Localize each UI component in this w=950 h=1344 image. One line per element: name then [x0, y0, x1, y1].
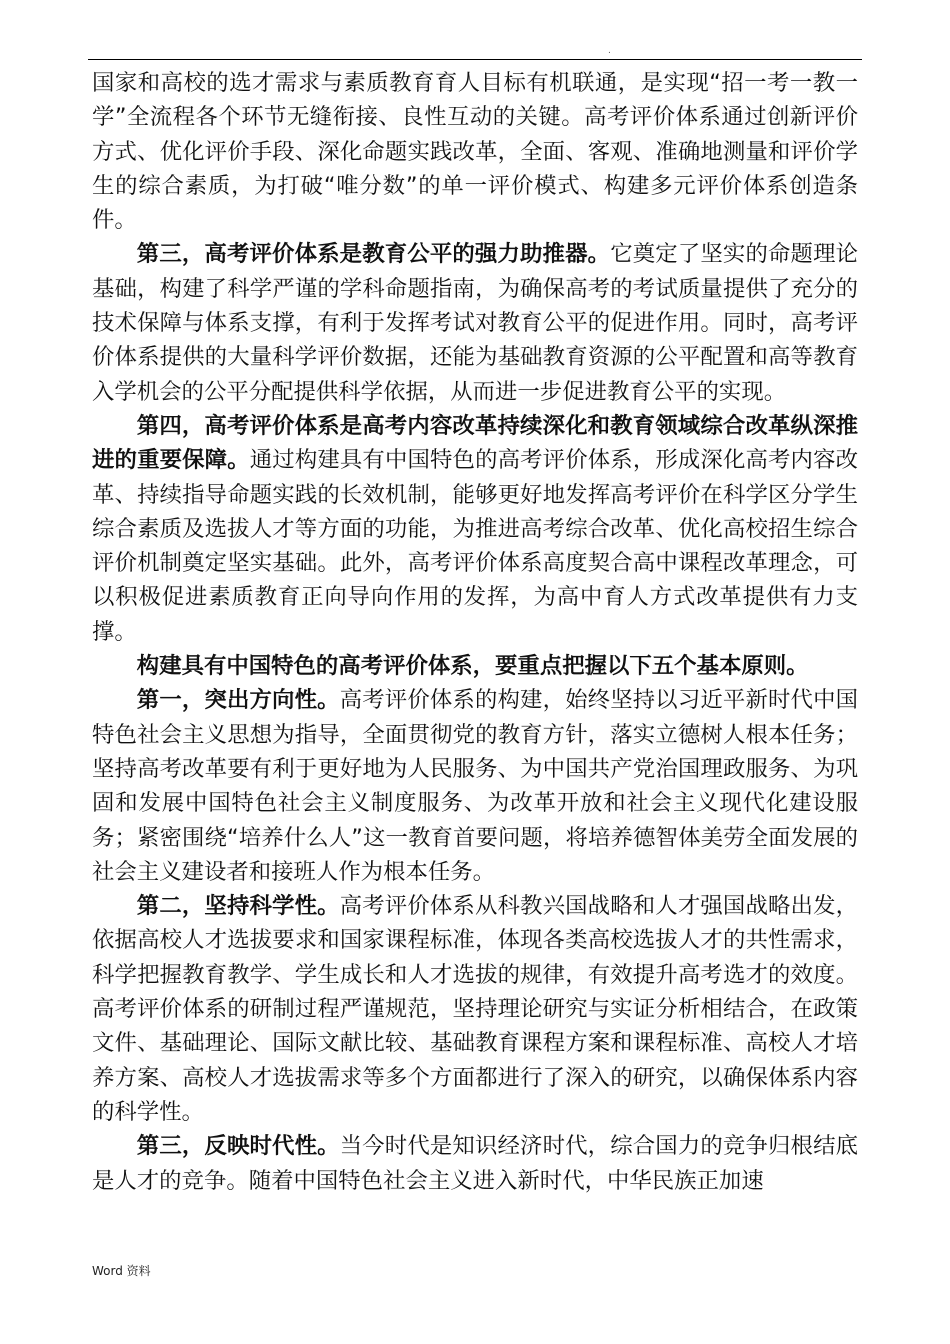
paragraph-text: 通过构建具有中国特色的高考评价体系，形成深化高考内容改革、持续指导命题实践的长效机制，能够更好地发挥高考评价在科学区分学生综合素质及选拔人才等方面的功能，为推进高考综合改革、优化高校招生综合评价机制奠定坚实基础。此外，高考评价体系高度契合高中课程改革理念，可以积极促进素质教育正向导向作用的发挥，为高中育人方式改革提供有力支撑。 — [92, 447, 859, 645]
paragraph-lead: 第二，坚持科学性。 — [136, 893, 340, 920]
paragraph-lead: 第三，反映时代性。 — [136, 1133, 340, 1160]
paragraph-lead: 第一，突出方向性。 — [136, 687, 340, 714]
document-body — [92, 66, 858, 1198]
paragraph-text: 当今时代是知识经济时代，综合国力的竞争归根结底是人才的竞争。随着中国特色社会主义进入新时代，中华民族正加速 — [92, 1133, 859, 1194]
paragraph-1 — [92, 66, 858, 237]
paragraph-text: 高考评价体系从科教兴国战略和人才强国战略出发，依据高校人才选拔要求和国家课程标准，体现各类高校选拔人才的共性需求，科学把握教育教学、学生成长和人才选拔的规律，有效提升高考选才的效度。高考评价体系的研制过程严谨规范，坚持理论研究与实证分析相结合，在政策文件、基础理论、国际文献比较、基础教育课程方案和课程标准、高校人才培养方案、高校人才选拔需求等多个方面都进行了深入的研究，以确保体系内容的科学性。 — [92, 893, 859, 1125]
paragraph-2 — [92, 237, 858, 408]
paragraph-4 — [92, 649, 858, 683]
paragraph-text: 高考评价体系的构建，始终坚持以习近平新时代中国特色社会主义思想为指导，全面贯彻党的教育方针，落实立德树人根本任务；坚持高考改革要有利于更好地为人民服务、为中国共产党治国理政服务、为巩固和发展中国特色社会主义制度服务、为改革开放和社会主义现代化建设服务；紧密围绕“培养什么人”这一教育首要问题，将培养德智体美劳全面发展的社会主义建设者和接班人作为根本任务。 — [92, 687, 859, 885]
paragraph-7 — [92, 1129, 858, 1198]
header-rule — [88, 59, 862, 60]
paragraph-6 — [92, 889, 858, 1129]
paragraph-3 — [92, 409, 858, 649]
paragraph-text: 国家和高校的选才需求与素质教育育人目标有机联通，是实现“招一考一教一学”全流程各个环节无缝衔接、良性互动的关键。高考评价体系通过创新评价方式、优化评价手段、深化命题实践改革，全面、客观、准确地测量和评价学生的综合素质，为打破“唯分数”的单一评价模式、构建多元评价体系创造条件。 — [92, 70, 858, 234]
paragraph-lead: 构建具有中国特色的高考评价体系，要重点把握以下五个基本原则。 — [136, 653, 809, 680]
footer-label: Word 资料 — [92, 1264, 151, 1278]
paragraph-lead: 第四，高考评价体系是高考内容改革持续深化和教育领域综合改革纵深推进的重要保障。 — [92, 412, 858, 474]
paragraph-text: 它奠定了坚实的命题理论基础，构建了科学严谨的学科命题指南，为确保高考的考试质量提供了充分的技术保障与体系支撑，有利于发挥考试对教育公平的促进作用。同时，高考评价体系提供的大量科学评价数据，还能为基础教育资源的公平配置和高等教育入学机会的公平分配提供科学依据，从而进一步促进教育公平的实现。 — [92, 241, 859, 405]
header-mark: . — [608, 46, 611, 56]
paragraph-lead: 第三，高考评价体系是教育公平的强力助推器。 — [136, 241, 611, 268]
paragraph-5 — [92, 683, 858, 889]
